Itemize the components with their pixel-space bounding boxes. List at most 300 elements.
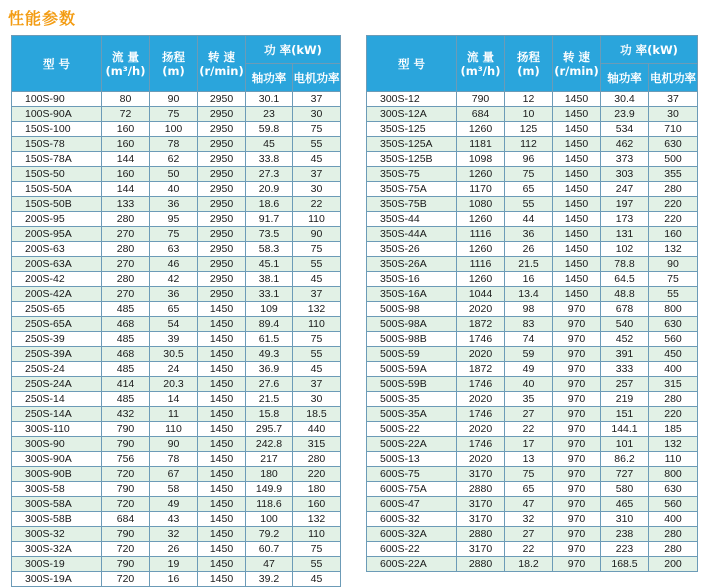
flow-cell: 280 — [102, 212, 150, 227]
flow-cell: 2020 — [457, 452, 505, 467]
table-row — [12, 332, 341, 347]
motor-power-cell: 400 — [649, 362, 698, 377]
head-label: 扬程 — [162, 49, 185, 64]
shaft-power-cell: 131 — [601, 227, 649, 242]
motor-power-cell: 315 — [649, 377, 698, 392]
speed-cell: 970 — [553, 302, 601, 317]
shaft-power-cell: 149.9 — [246, 482, 293, 497]
table-row — [367, 227, 698, 242]
shaft-power-cell: 727 — [601, 467, 649, 482]
speed-cell: 1450 — [198, 407, 246, 422]
model-cell: 500S-59A — [367, 362, 457, 377]
flow-cell: 1181 — [457, 137, 505, 152]
speed-cell: 2950 — [198, 212, 246, 227]
table-row — [367, 392, 698, 407]
motor-power-cell: 37 — [293, 377, 341, 392]
shaft-power-cell: 333 — [601, 362, 649, 377]
flow-cell: 160 — [102, 137, 150, 152]
motor-power-cell: 55 — [649, 287, 698, 302]
flow-cell: 468 — [102, 317, 150, 332]
motor-power-cell: 800 — [649, 302, 698, 317]
head-cell: 26 — [505, 242, 553, 257]
model-cell: 600S-75A — [367, 482, 457, 497]
table-row — [367, 182, 698, 197]
model-cell: 600S-32A — [367, 527, 457, 542]
head-cell: 63 — [150, 242, 198, 257]
speed-cell: 2950 — [198, 107, 246, 122]
speed-cell: 1450 — [553, 197, 601, 212]
table-row — [12, 497, 341, 512]
col-header-power: 功 率(kW) — [601, 36, 698, 64]
flow-cell: 270 — [102, 227, 150, 242]
shaft-power-cell: 540 — [601, 317, 649, 332]
model-cell: 300S-110 — [12, 422, 102, 437]
shaft-power-cell: 242.8 — [246, 437, 293, 452]
table-row — [367, 257, 698, 272]
model-cell: 300S-58A — [12, 497, 102, 512]
head-unit: (m) — [517, 63, 540, 78]
shaft-power-cell: 580 — [601, 482, 649, 497]
motor-power-cell: 800 — [649, 467, 698, 482]
shaft-power-cell: 36.9 — [246, 362, 293, 377]
model-cell: 250S-65 — [12, 302, 102, 317]
model-cell: 250S-14A — [12, 407, 102, 422]
flow-cell: 2880 — [457, 557, 505, 572]
shaft-power-cell: 91.7 — [246, 212, 293, 227]
shaft-power-cell: 58.3 — [246, 242, 293, 257]
speed-cell: 1450 — [198, 527, 246, 542]
speed-cell: 1450 — [198, 362, 246, 377]
head-cell: 54 — [150, 317, 198, 332]
shaft-power-cell: 60.7 — [246, 542, 293, 557]
table-row — [367, 212, 698, 227]
model-cell: 300S-19A — [12, 572, 102, 587]
head-cell: 46 — [150, 257, 198, 272]
table-row — [12, 302, 341, 317]
speed-label: 转 速 — [207, 49, 235, 64]
shaft-power-cell: 27.6 — [246, 377, 293, 392]
motor-power-cell: 280 — [649, 182, 698, 197]
head-cell: 36 — [150, 197, 198, 212]
flow-cell: 720 — [102, 572, 150, 587]
speed-cell: 970 — [553, 527, 601, 542]
model-cell: 200S-42 — [12, 272, 102, 287]
shaft-power-cell: 168.5 — [601, 557, 649, 572]
speed-cell: 1450 — [198, 317, 246, 332]
flow-cell: 1116 — [457, 257, 505, 272]
table-row — [367, 512, 698, 527]
model-cell: 500S-98A — [367, 317, 457, 332]
shaft-power-cell: 391 — [601, 347, 649, 362]
speed-cell: 1450 — [553, 137, 601, 152]
table-row — [12, 512, 341, 527]
model-cell: 150S-50 — [12, 167, 102, 182]
shaft-power-cell: 86.2 — [601, 452, 649, 467]
table-row — [12, 377, 341, 392]
table-row — [12, 362, 341, 377]
speed-cell: 970 — [553, 377, 601, 392]
performance-table-right — [366, 35, 698, 572]
head-cell: 17 — [505, 437, 553, 452]
head-cell: 75 — [505, 467, 553, 482]
table-row — [12, 122, 341, 137]
motor-power-cell: 110 — [293, 527, 341, 542]
motor-power-cell: 355 — [649, 167, 698, 182]
shaft-power-cell: 39.2 — [246, 572, 293, 587]
table-row — [367, 137, 698, 152]
shaft-power-cell: 100 — [246, 512, 293, 527]
flow-cell: 485 — [102, 332, 150, 347]
flow-cell: 3170 — [457, 467, 505, 482]
head-cell: 42 — [150, 272, 198, 287]
motor-power-cell: 132 — [293, 512, 341, 527]
motor-power-cell: 220 — [649, 407, 698, 422]
flow-unit: (m³/h) — [460, 63, 501, 78]
shaft-power-cell: 73.5 — [246, 227, 293, 242]
shaft-power-cell: 20.9 — [246, 182, 293, 197]
table-row — [12, 407, 341, 422]
table-row — [367, 362, 698, 377]
shaft-power-cell: 23 — [246, 107, 293, 122]
head-cell: 13 — [505, 452, 553, 467]
shaft-power-cell: 373 — [601, 152, 649, 167]
motor-power-cell: 220 — [649, 197, 698, 212]
speed-cell: 1450 — [198, 542, 246, 557]
speed-cell: 970 — [553, 542, 601, 557]
col-header-model: 型 号 — [367, 36, 457, 92]
table-row — [12, 197, 341, 212]
shaft-power-cell: 197 — [601, 197, 649, 212]
shaft-power-cell: 219 — [601, 392, 649, 407]
speed-cell: 1450 — [553, 182, 601, 197]
flow-cell: 2880 — [457, 527, 505, 542]
motor-power-cell: 560 — [649, 332, 698, 347]
speed-cell: 1450 — [198, 482, 246, 497]
head-cell: 44 — [505, 212, 553, 227]
motor-power-cell: 90 — [649, 257, 698, 272]
flow-cell: 2880 — [457, 482, 505, 497]
shaft-power-cell: 33.1 — [246, 287, 293, 302]
speed-cell: 1450 — [198, 422, 246, 437]
flow-cell: 684 — [457, 107, 505, 122]
head-cell: 90 — [150, 92, 198, 107]
model-cell: 300S-12 — [367, 92, 457, 107]
table-row — [12, 272, 341, 287]
motor-power-cell: 160 — [649, 227, 698, 242]
shaft-power-cell: 173 — [601, 212, 649, 227]
shaft-power-cell: 217 — [246, 452, 293, 467]
flow-cell: 80 — [102, 92, 150, 107]
head-cell: 35 — [505, 392, 553, 407]
motor-power-cell: 90 — [293, 227, 341, 242]
shaft-power-cell: 30.4 — [601, 92, 649, 107]
motor-power-cell: 75 — [649, 272, 698, 287]
table-row — [367, 542, 698, 557]
shaft-power-cell: 257 — [601, 377, 649, 392]
speed-cell: 970 — [553, 407, 601, 422]
flow-label: 流 量 — [111, 49, 139, 64]
speed-cell: 1450 — [198, 392, 246, 407]
table-row — [12, 317, 341, 332]
flow-cell: 2020 — [457, 422, 505, 437]
flow-cell: 790 — [102, 482, 150, 497]
motor-power-cell: 45 — [293, 272, 341, 287]
table-row — [367, 152, 698, 167]
table-row — [367, 452, 698, 467]
motor-power-cell: 30 — [293, 107, 341, 122]
speed-unit: (r/min) — [554, 63, 599, 78]
table-row — [12, 452, 341, 467]
head-cell: 59 — [505, 347, 553, 362]
model-cell: 350S-16 — [367, 272, 457, 287]
flow-cell: 485 — [102, 392, 150, 407]
flow-cell: 1746 — [457, 332, 505, 347]
head-cell: 90 — [150, 437, 198, 452]
model-cell: 250S-14 — [12, 392, 102, 407]
head-cell: 47 — [505, 497, 553, 512]
speed-cell: 2950 — [198, 92, 246, 107]
motor-power-cell: 18.5 — [293, 407, 341, 422]
speed-cell: 2950 — [198, 182, 246, 197]
flow-cell: 684 — [102, 512, 150, 527]
speed-cell: 1450 — [198, 452, 246, 467]
shaft-power-cell: 30.1 — [246, 92, 293, 107]
col-header-shaft-power: 轴功率 — [246, 64, 293, 92]
speed-cell: 2950 — [198, 242, 246, 257]
table-row — [12, 92, 341, 107]
flow-cell: 270 — [102, 257, 150, 272]
page-title: 性能参数 — [8, 9, 77, 28]
col-header-motor-power: 电机功率 — [293, 64, 341, 92]
flow-cell: 790 — [102, 557, 150, 572]
motor-power-cell: 30 — [293, 182, 341, 197]
model-cell: 100S-90 — [12, 92, 102, 107]
flow-cell: 1044 — [457, 287, 505, 302]
speed-cell: 1450 — [198, 497, 246, 512]
shaft-power-cell: 59.8 — [246, 122, 293, 137]
model-cell: 250S-24A — [12, 377, 102, 392]
speed-cell: 1450 — [198, 512, 246, 527]
model-cell: 150S-78 — [12, 137, 102, 152]
shaft-power-cell: 303 — [601, 167, 649, 182]
speed-cell: 970 — [553, 362, 601, 377]
speed-cell: 1450 — [553, 242, 601, 257]
head-cell: 67 — [150, 467, 198, 482]
speed-cell: 970 — [553, 437, 601, 452]
speed-cell: 970 — [553, 497, 601, 512]
table-row — [367, 407, 698, 422]
model-cell: 600S-22A — [367, 557, 457, 572]
model-cell: 600S-22 — [367, 542, 457, 557]
shaft-power-cell: 38.1 — [246, 272, 293, 287]
motor-power-cell: 37 — [649, 92, 698, 107]
table-body-left — [12, 92, 341, 587]
head-cell: 32 — [150, 527, 198, 542]
model-cell: 150S-50B — [12, 197, 102, 212]
table-row — [12, 242, 341, 257]
table-row — [12, 467, 341, 482]
model-cell: 300S-90B — [12, 467, 102, 482]
speed-label: 转 速 — [562, 49, 590, 64]
head-cell: 16 — [150, 572, 198, 587]
speed-cell: 970 — [553, 347, 601, 362]
motor-power-cell: 500 — [649, 152, 698, 167]
speed-cell: 2950 — [198, 167, 246, 182]
motor-power-cell: 220 — [293, 467, 341, 482]
head-cell: 49 — [505, 362, 553, 377]
flow-label: 流 量 — [466, 49, 494, 64]
speed-cell: 1450 — [553, 152, 601, 167]
flow-cell: 1872 — [457, 362, 505, 377]
flow-cell: 144 — [102, 152, 150, 167]
speed-cell: 2950 — [198, 122, 246, 137]
head-cell: 100 — [150, 122, 198, 137]
col-header-speed — [553, 36, 601, 92]
motor-power-cell: 280 — [293, 452, 341, 467]
table-row — [367, 437, 698, 452]
shaft-power-cell: 465 — [601, 497, 649, 512]
head-cell: 27 — [505, 527, 553, 542]
motor-power-cell: 630 — [649, 137, 698, 152]
model-cell: 250S-39 — [12, 332, 102, 347]
flow-cell: 1260 — [457, 272, 505, 287]
shaft-power-cell: 79.2 — [246, 527, 293, 542]
speed-cell: 970 — [553, 452, 601, 467]
model-cell: 350S-26A — [367, 257, 457, 272]
head-cell: 21.5 — [505, 257, 553, 272]
shaft-power-cell: 78.8 — [601, 257, 649, 272]
col-header-motor-power: 电机功率 — [649, 64, 698, 92]
head-cell: 75 — [150, 107, 198, 122]
motor-power-cell: 75 — [293, 242, 341, 257]
flow-cell: 790 — [102, 422, 150, 437]
motor-power-cell: 30 — [649, 107, 698, 122]
shaft-power-cell: 48.8 — [601, 287, 649, 302]
speed-cell: 2950 — [198, 227, 246, 242]
table-row — [12, 227, 341, 242]
flow-cell: 1872 — [457, 317, 505, 332]
head-cell: 39 — [150, 332, 198, 347]
motor-power-cell: 280 — [649, 542, 698, 557]
shaft-power-cell: 64.5 — [601, 272, 649, 287]
head-cell: 13.4 — [505, 287, 553, 302]
flow-cell: 1746 — [457, 377, 505, 392]
col-header-head — [150, 36, 198, 92]
model-cell: 200S-42A — [12, 287, 102, 302]
table-row — [12, 212, 341, 227]
table-row — [367, 92, 698, 107]
shaft-power-cell: 47 — [246, 557, 293, 572]
motor-power-cell: 400 — [649, 512, 698, 527]
shaft-power-cell: 109 — [246, 302, 293, 317]
table-row — [12, 557, 341, 572]
speed-unit: (r/min) — [199, 63, 244, 78]
flow-cell: 144 — [102, 182, 150, 197]
table-row — [367, 527, 698, 542]
table-row — [12, 287, 341, 302]
speed-cell: 970 — [553, 332, 601, 347]
head-cell: 75 — [505, 167, 553, 182]
head-cell: 10 — [505, 107, 553, 122]
table-row — [367, 377, 698, 392]
table-row — [12, 167, 341, 182]
col-header-head — [505, 36, 553, 92]
model-cell: 150S-100 — [12, 122, 102, 137]
col-header-power: 功 率(kW) — [246, 36, 341, 64]
head-cell: 50 — [150, 167, 198, 182]
flow-cell: 756 — [102, 452, 150, 467]
model-cell: 200S-95A — [12, 227, 102, 242]
flow-cell: 720 — [102, 467, 150, 482]
speed-cell: 2950 — [198, 287, 246, 302]
head-cell: 78 — [150, 452, 198, 467]
flow-cell: 468 — [102, 347, 150, 362]
motor-power-cell: 132 — [649, 242, 698, 257]
motor-power-cell: 45 — [293, 362, 341, 377]
flow-cell: 133 — [102, 197, 150, 212]
table-row — [367, 482, 698, 497]
head-cell: 49 — [150, 497, 198, 512]
model-cell: 200S-63A — [12, 257, 102, 272]
speed-cell: 1450 — [198, 557, 246, 572]
flow-cell: 72 — [102, 107, 150, 122]
motor-power-cell: 55 — [293, 557, 341, 572]
table-row — [12, 392, 341, 407]
shaft-power-cell: 310 — [601, 512, 649, 527]
shaft-power-cell: 462 — [601, 137, 649, 152]
flow-cell: 160 — [102, 167, 150, 182]
model-cell: 300S-58 — [12, 482, 102, 497]
speed-cell: 1450 — [198, 437, 246, 452]
flow-cell: 414 — [102, 377, 150, 392]
shaft-power-cell: 18.6 — [246, 197, 293, 212]
head-cell: 75 — [150, 227, 198, 242]
shaft-power-cell: 534 — [601, 122, 649, 137]
col-header-flow — [102, 36, 150, 92]
table-row — [367, 287, 698, 302]
speed-cell: 970 — [553, 482, 601, 497]
flow-cell: 160 — [102, 122, 150, 137]
table-body-right — [367, 92, 698, 572]
table-row — [367, 422, 698, 437]
speed-cell: 1450 — [198, 377, 246, 392]
model-cell: 500S-59B — [367, 377, 457, 392]
head-cell: 22 — [505, 542, 553, 557]
head-cell: 16 — [505, 272, 553, 287]
flow-unit: (m³/h) — [105, 63, 146, 78]
flow-cell: 1746 — [457, 437, 505, 452]
head-cell: 19 — [150, 557, 198, 572]
speed-cell: 1450 — [553, 227, 601, 242]
flow-cell: 1098 — [457, 152, 505, 167]
head-cell: 40 — [150, 182, 198, 197]
head-cell: 58 — [150, 482, 198, 497]
model-cell: 500S-22A — [367, 437, 457, 452]
head-cell: 40 — [505, 377, 553, 392]
motor-power-cell: 450 — [649, 347, 698, 362]
flow-cell: 2020 — [457, 392, 505, 407]
flow-cell: 1260 — [457, 212, 505, 227]
flow-cell: 790 — [102, 527, 150, 542]
head-cell: 83 — [505, 317, 553, 332]
head-unit: (m) — [162, 63, 185, 78]
head-cell: 125 — [505, 122, 553, 137]
shaft-power-cell: 49.3 — [246, 347, 293, 362]
model-cell: 200S-95 — [12, 212, 102, 227]
motor-power-cell: 630 — [649, 482, 698, 497]
table-row — [367, 122, 698, 137]
motor-power-cell: 22 — [293, 197, 341, 212]
